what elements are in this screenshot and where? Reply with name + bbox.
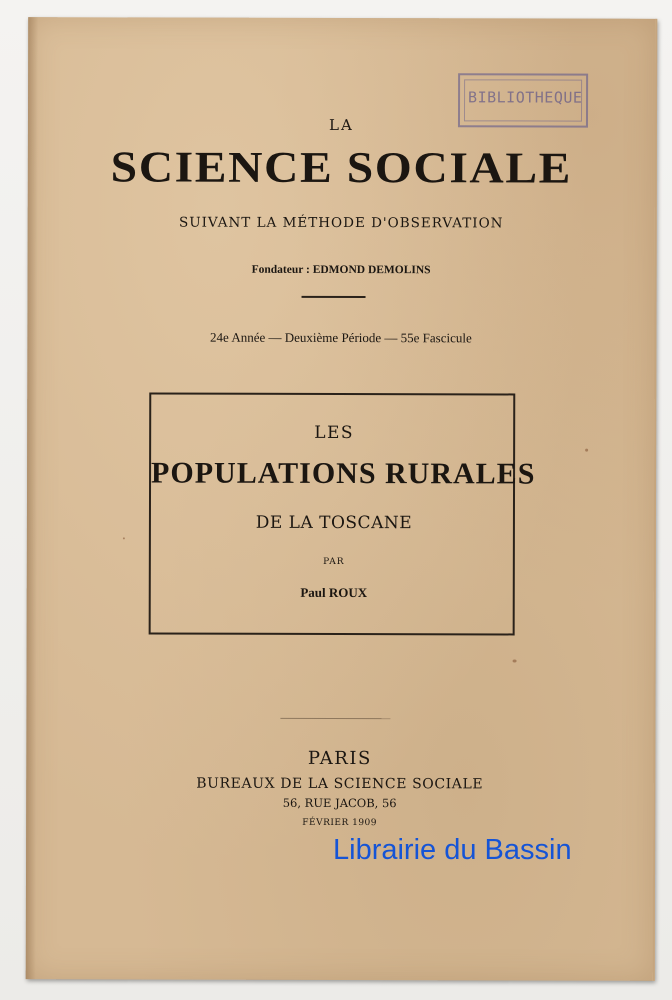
series-article: LA (329, 115, 354, 135)
imprint-publisher: BUREAUX DE LA SCIENCE SOCIALE (196, 775, 484, 793)
paper-speck (123, 537, 125, 539)
work-article: LES (314, 422, 355, 444)
founder-line: Fondateur : EDMOND DEMOLINS (251, 263, 431, 277)
work-title: POPULATIONS RURALES (151, 456, 536, 491)
imprint-city: PARIS (307, 747, 372, 770)
series-subtitle: SUIVANT LA MÉTHODE D'OBSERVATION (178, 214, 504, 232)
watermark-text: Librairie du Bassin (333, 834, 572, 866)
library-stamp-text: BIBLIOTHEQUE (468, 88, 583, 107)
work-by: PAR (323, 556, 345, 568)
divider-rule (302, 296, 366, 298)
imprint-date: FÉVRIER 1909 (302, 817, 378, 829)
issue-line: 24e Année — Deuxième Période — 55e Fascicule (210, 329, 472, 346)
imprint-divider (280, 718, 390, 719)
work-subtitle: DE LA TOSCANE (255, 512, 413, 534)
imprint-address: 56, RUE JACOB, 56 (282, 795, 397, 811)
work-author: Paul ROUX (300, 584, 368, 601)
series-title: SCIENCE SOCIALE (110, 142, 573, 193)
title-frame (149, 392, 536, 635)
paper-speck (585, 449, 588, 452)
paper-speck (513, 659, 517, 662)
